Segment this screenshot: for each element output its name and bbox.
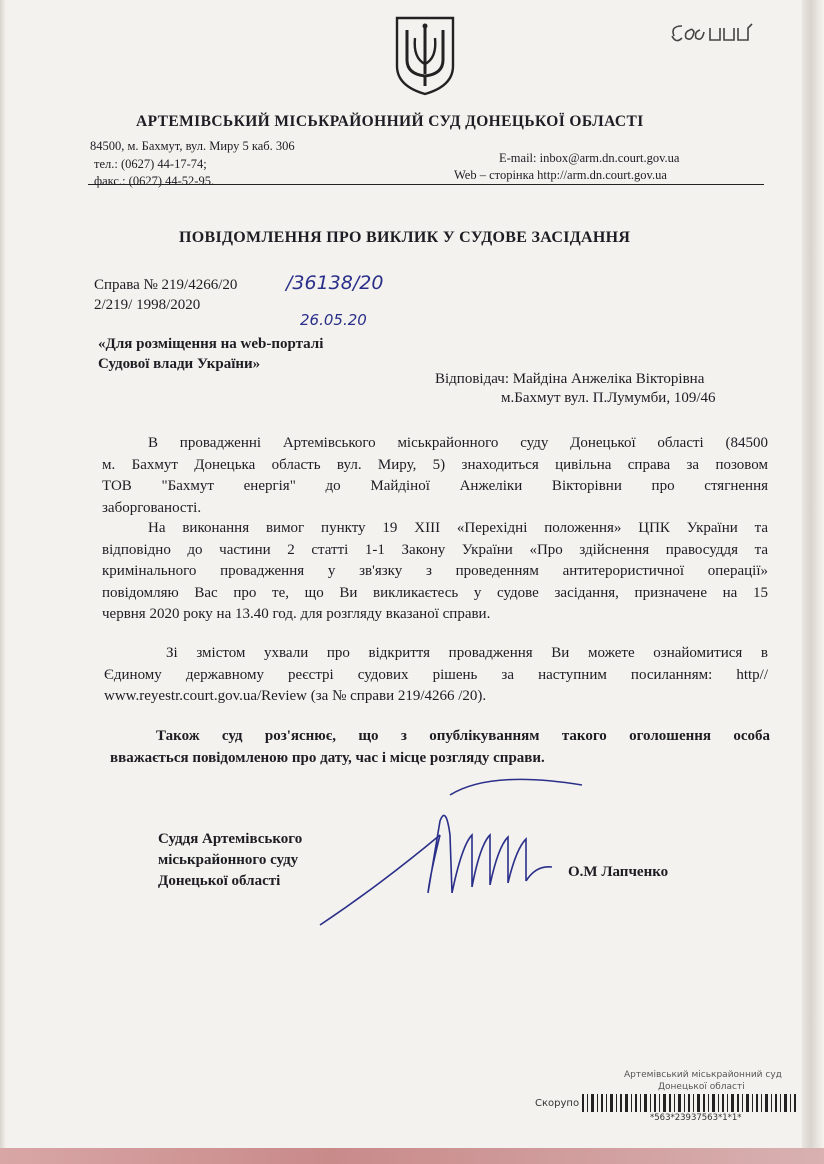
signature-icon — [300, 775, 600, 935]
paragraph-line: Також суд роз'яснює, що з опублікуванням такого оголошення особа — [156, 728, 770, 744]
paragraph-proceeding — [102, 433, 768, 519]
barcode-icon — [580, 1094, 802, 1112]
paragraph-line: вважається повідомленою про дату, час і місце розгляду справи. — [110, 749, 545, 766]
paragraph-line: повідомляю Вас про те, що Ви викликаєтесь у судове засідання, призначене на 15 — [102, 584, 768, 601]
header-rule — [88, 184, 764, 185]
paragraph-line: Єдиному державному реєстрі судових рішень за наступним посиланням: http// — [104, 666, 768, 683]
placement-note-line2: Судової влади України» — [98, 356, 261, 372]
judge-name: О.М Лапченко — [568, 864, 669, 880]
scan-bottom-strip — [0, 1148, 824, 1164]
corner-handwriting — [668, 18, 764, 48]
paragraph-line: відповідно до частини 2 статті 1-1 Закону України «Про здійснення правосуддя та — [102, 541, 768, 558]
page-edge-right — [802, 0, 824, 1164]
paragraph-line: заборгованості. — [102, 499, 202, 516]
court-fax: факс.: (0627) 44-52-95. — [94, 174, 215, 188]
paragraph-line: ТОВ "Бахмут енергія" до Майдіної Анжеліки Вікторівни про стягнення — [102, 478, 768, 494]
stamp-label: Скорупо — [535, 1098, 580, 1109]
judge-role-line2: міськрайонного суду — [158, 852, 299, 868]
judge-role-line1: Суддя Артемівського — [158, 831, 303, 847]
paragraph-line: www.reyestr.court.gov.ua/Review (за № справи 219/4266 /20). — [104, 688, 487, 704]
court-address: 84500, м. Бахмут, вул. Миру 5 каб. 306 — [90, 139, 295, 153]
paragraph-notice — [110, 726, 770, 769]
court-email: E-mail: inbox@arm.dn.court.gov.ua — [499, 151, 680, 165]
paragraph-summons — [102, 518, 768, 626]
stamp-line2: Донецької області — [658, 1082, 745, 1092]
barcode-number: *563*23937563*1*1* — [650, 1113, 742, 1123]
paragraph-line: Зі змістом ухвали про відкриття провадження Ви можете ознайомитися в — [166, 645, 768, 661]
paragraph-line: На виконання вимог пункту 19 ХIII «Перехідні положення» ЦПК України та — [148, 520, 768, 536]
handwritten-reg-number: /36138/20 — [286, 272, 384, 294]
paragraph-line: В провадженні Артемівського міськрайонного суду Донецької області (84500 — [148, 435, 768, 451]
placement-note-line1: «Для розміщення на web-порталі — [98, 336, 324, 352]
paragraph-registry — [104, 643, 768, 708]
court-name: АРТЕМІВСЬКИЙ МІСЬКРАЙОННИЙ СУД ДОНЕЦЬКОЇ ОБЛАСТІ — [136, 113, 644, 130]
paragraph-line: кримінального провадження у зв'язку з проведенням антитерористичної операції» — [102, 563, 768, 579]
page-edge-left — [0, 0, 6, 1164]
paragraph-line: червня 2020 року на 13.40 год. для розгляду вказаної справи. — [102, 606, 491, 622]
court-phone: тел.: (0627) 44-17-74; — [94, 157, 207, 171]
paragraph-line: м. Бахмут Донецька область вул. Миру, 5) знаходиться цивільна справа за позовом — [102, 456, 768, 473]
court-website: Web – сторінка http://arm.dn.court.gov.ua — [454, 168, 667, 182]
proceeding-number: 2/219/ 1998/2020 — [94, 297, 201, 313]
handwritten-date: 26.05.20 — [300, 311, 367, 329]
document-title: ПОВІДОМЛЕННЯ ПРО ВИКЛИК У СУДОВЕ ЗАСІДАННЯ — [179, 229, 631, 246]
respondent-address: м.Бахмут вул. П.Лумумби, 109/46 — [501, 390, 716, 406]
case-number: Справа № 219/4266/20 — [94, 277, 238, 293]
coat-of-arms-icon — [393, 14, 457, 98]
stamp-line1: Артемівський міськрайонний суд — [624, 1070, 782, 1080]
respondent-name: Відповідач: Майдіна Анжеліка Вікторівна — [435, 371, 705, 387]
judge-role-line3: Донецької області — [158, 873, 281, 889]
